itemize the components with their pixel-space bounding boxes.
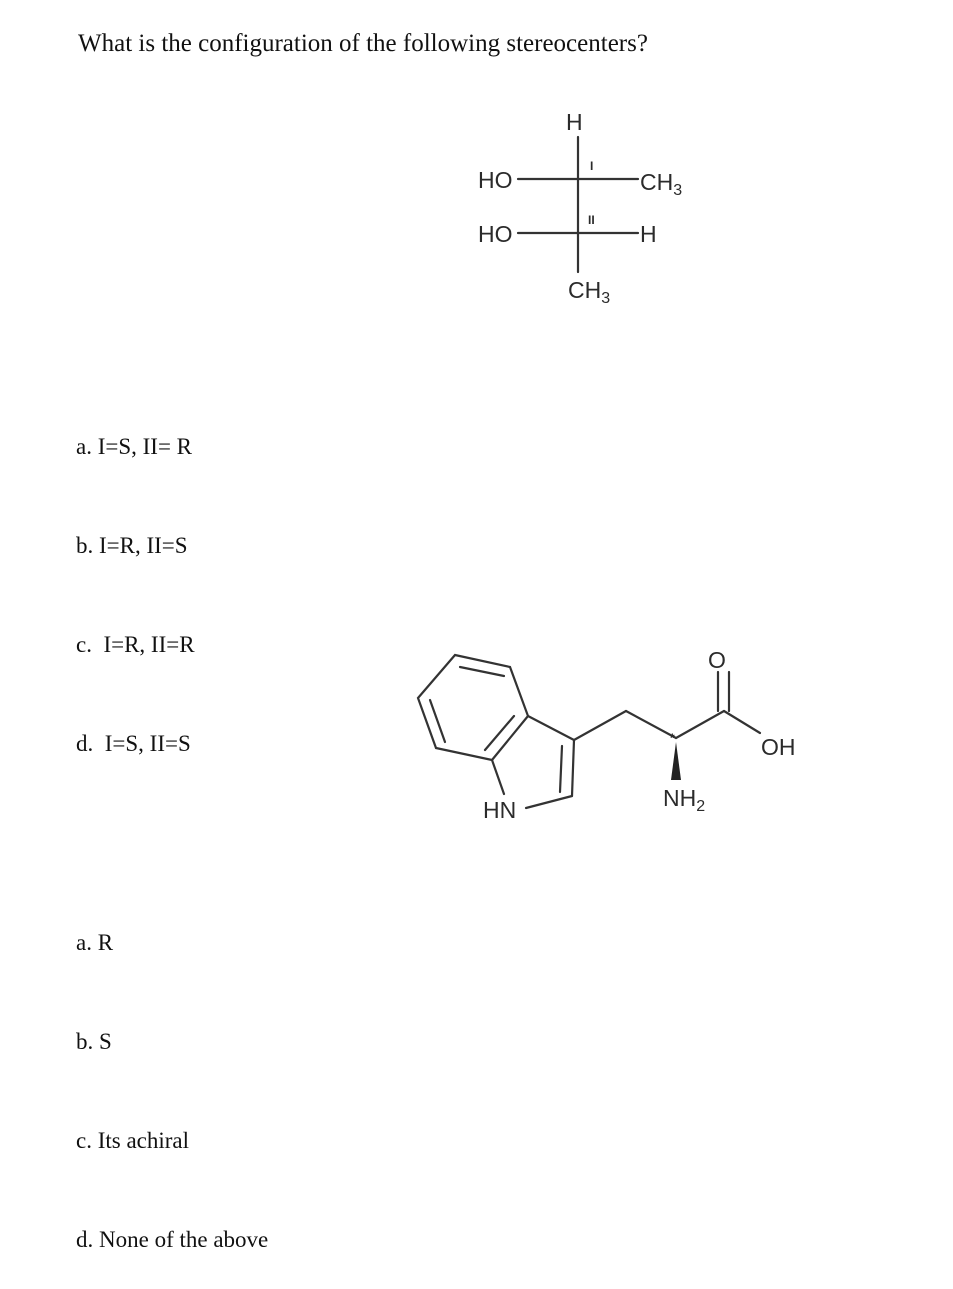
pyrrole-bond-3 (526, 796, 572, 808)
pyrrole-bond-2 (572, 740, 574, 796)
ring-nh-label: HN (483, 797, 517, 823)
question1-option-d[interactable]: d. I=S, II=S (76, 731, 191, 756)
benzene-double-2 (485, 716, 514, 750)
fischer-center2-left: HO (478, 221, 513, 247)
hydroxyl-bond (724, 711, 760, 733)
fischer-center2-mark: II (588, 213, 595, 227)
fischer-bottom: $CH_3$ (568, 277, 611, 307)
question1-option-c[interactable]: c. I=R, II=R (76, 632, 195, 657)
question1-option-b[interactable]: b. I=R, II=S (76, 533, 188, 558)
side-chain-bond-1 (574, 711, 626, 740)
pyrrole-bond-4 (492, 760, 504, 794)
fischer-top-h: H (566, 109, 583, 135)
side-chain-bond-2 (626, 711, 676, 738)
hydroxyl-label: OH (761, 734, 796, 760)
question2-option-d[interactable]: d. None of the above (76, 1227, 269, 1252)
wedge-bond (671, 742, 681, 780)
pyrrole-double (560, 746, 562, 792)
question2-option-b[interactable]: b. S (76, 1029, 112, 1054)
question2-option-c[interactable]: c. Its achiral (76, 1128, 190, 1153)
benzene-double-1 (460, 667, 504, 676)
amine-label: $NH_2$ (663, 785, 706, 815)
question1-option-a[interactable]: a. I=S, II= R (76, 434, 193, 459)
pyrrole-bond-1 (528, 716, 574, 740)
stereo-mark: * (670, 731, 675, 745)
question2-option-a[interactable]: a. R (76, 930, 114, 955)
fischer-center1-right: $CH_3$ (640, 169, 683, 199)
fischer-center1-left: HO (478, 167, 513, 193)
fischer-center2-right: H (640, 221, 657, 247)
fischer-center1-mark: I (590, 159, 594, 173)
side-chain-bond-3 (676, 711, 724, 738)
question2-options (76, 860, 268, 1289)
question-text: What is the configuration of the following stereocenters? (78, 30, 648, 57)
carbonyl-oxygen: O (708, 647, 726, 673)
